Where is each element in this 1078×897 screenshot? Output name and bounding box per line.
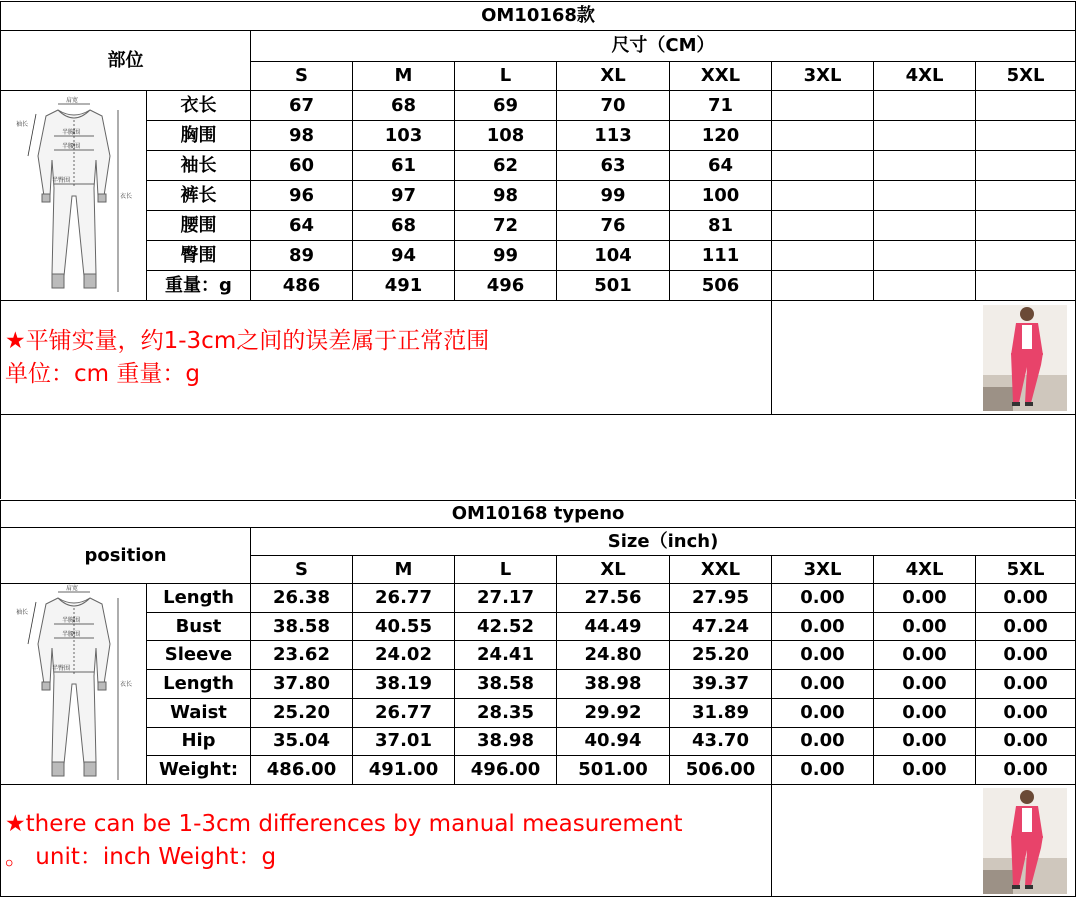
measurement-value: 24.80 (557, 641, 670, 670)
measurement-value: 26.38 (251, 584, 353, 613)
measurement-value: 68 (353, 211, 455, 241)
measurement-value: 89 (251, 241, 353, 271)
measurement-value: 113 (557, 121, 670, 151)
measurement-value: 43.70 (670, 727, 772, 756)
measurement-value: 104 (557, 241, 670, 271)
note-line-1-en: ★there can be 1-3cm differences by manual measurement (5, 810, 683, 837)
table-row (1, 181, 1076, 211)
size-label-l: L (455, 556, 557, 584)
measurement-value: 40.94 (557, 727, 670, 756)
measurement-value: 0.00 (772, 612, 874, 641)
table-row (1, 698, 1076, 727)
measurement-value: 26.77 (353, 698, 455, 727)
measurement-value: 108 (455, 121, 557, 151)
table-row (1, 641, 1076, 670)
size-label-5xl: 5XL (976, 62, 1076, 91)
measurement-value (874, 91, 976, 121)
product-photo-en (976, 785, 1076, 897)
measurement-value (772, 271, 874, 301)
measurement-value: 67 (251, 91, 353, 121)
measurement-value: 61 (353, 151, 455, 181)
measurement-value: 64 (670, 151, 772, 181)
measurement-value: 0.00 (976, 584, 1076, 613)
measurement-value: 62 (455, 151, 557, 181)
size-label-3xl: 3XL (772, 62, 874, 91)
measurement-value: 0.00 (772, 698, 874, 727)
measurement-value: 97 (353, 181, 455, 211)
measurement-value (976, 121, 1076, 151)
table-row (1, 211, 1076, 241)
measurement-value: 63 (557, 151, 670, 181)
measurement-value: 69 (455, 91, 557, 121)
measurement-value: 64 (251, 211, 353, 241)
svg-text:袖长: 袖长 (15, 609, 28, 616)
table-row (1, 584, 1076, 613)
measurement-value (874, 271, 976, 301)
size-label-s: S (251, 556, 353, 584)
measurement-value: 76 (557, 211, 670, 241)
measurement-value: 37.80 (251, 670, 353, 699)
measurement-value (772, 121, 874, 151)
measurement-value: 60 (251, 151, 353, 181)
svg-text:半胸围: 半胸围 (61, 128, 80, 136)
size-chart-cn (0, 1, 1076, 415)
table-row (1, 670, 1076, 699)
note-spacer (772, 301, 976, 415)
svg-text:半臀围: 半臀围 (51, 665, 70, 672)
table-row (1, 151, 1076, 181)
measurement-value: 25.20 (670, 641, 772, 670)
measurement-value (976, 271, 1076, 301)
measurement-value: 28.35 (455, 698, 557, 727)
section-gap (0, 415, 1076, 499)
table-row (1, 612, 1076, 641)
size-label-xxl: XXL (670, 556, 772, 584)
measurement-value: 27.56 (557, 584, 670, 613)
measurement-value (772, 151, 874, 181)
note-line-1: ★平铺实量，约1-3cm之间的误差属于正常范围 (5, 327, 490, 354)
measurement-value: 38.98 (455, 727, 557, 756)
measurement-value: 44.49 (557, 612, 670, 641)
measurement-value: 71 (670, 91, 772, 121)
measurement-label: Waist (147, 698, 251, 727)
measurement-value: 496 (455, 271, 557, 301)
table-row (1, 91, 1076, 121)
measurement-value (976, 181, 1076, 211)
measurement-value: 0.00 (976, 727, 1076, 756)
position-header-en: position (1, 528, 251, 584)
measurement-value: 40.55 (353, 612, 455, 641)
measurement-value: 25.20 (251, 698, 353, 727)
measurement-value (772, 181, 874, 211)
table-row (1, 727, 1076, 756)
size-label-m: M (353, 62, 455, 91)
measurement-value: 0.00 (976, 641, 1076, 670)
measurement-value (874, 121, 976, 151)
measurement-value: 72 (455, 211, 557, 241)
measurement-value: 24.02 (353, 641, 455, 670)
measurement-value: 0.00 (874, 670, 976, 699)
note-line-2-en: 。 unit：inch Weight：g (5, 843, 277, 870)
measurement-value (874, 211, 976, 241)
product-photo-image (983, 305, 1067, 411)
measurement-value: 0.00 (772, 641, 874, 670)
measurement-value: 24.41 (455, 641, 557, 670)
note-line-2: 单位：cm 重量：g (5, 360, 200, 387)
measurement-value: 38.98 (557, 670, 670, 699)
measurement-value: 120 (670, 121, 772, 151)
measurement-value: 0.00 (874, 612, 976, 641)
svg-text:肩宽: 肩宽 (65, 96, 78, 104)
measurement-value (874, 151, 976, 181)
measurement-label: 重量：g (147, 271, 251, 301)
measurement-value: 0.00 (874, 698, 976, 727)
measurement-value: 23.62 (251, 641, 353, 670)
measurement-value: 100 (670, 181, 772, 211)
measurement-value: 496.00 (455, 756, 557, 785)
svg-text:半臀围: 半臀围 (51, 176, 70, 184)
measurement-value: 486 (251, 271, 353, 301)
measurement-value: 98 (251, 121, 353, 151)
size-label-s: S (251, 62, 353, 91)
garment-diagram (1, 91, 147, 301)
measurement-value: 68 (353, 91, 455, 121)
measurement-value: 0.00 (976, 612, 1076, 641)
note-spacer-en (772, 785, 976, 897)
measurement-value: 81 (670, 211, 772, 241)
garment-diagram-image (14, 96, 134, 296)
measurement-label: Hip (147, 727, 251, 756)
garment-diagram-image (14, 584, 134, 784)
measurement-label: Bust (147, 612, 251, 641)
svg-text:衣长: 衣长 (119, 681, 132, 688)
size-label-xxl: XXL (670, 62, 772, 91)
measurement-value: 0.00 (874, 756, 976, 785)
measurement-value: 99 (455, 241, 557, 271)
svg-text:半胸围: 半胸围 (61, 617, 80, 624)
svg-text:半腰围: 半腰围 (61, 142, 80, 150)
measurement-value (874, 181, 976, 211)
measurement-value: 0.00 (874, 727, 976, 756)
measurement-value (772, 211, 874, 241)
measurement-value (976, 241, 1076, 271)
measurement-value: 491 (353, 271, 455, 301)
measurement-value: 29.92 (557, 698, 670, 727)
measurement-value: 70 (557, 91, 670, 121)
size-chart-en (0, 500, 1076, 897)
measurement-value: 501 (557, 271, 670, 301)
measurement-note (1, 301, 772, 415)
size-label-xl: XL (557, 62, 670, 91)
measurement-value: 38.58 (251, 612, 353, 641)
measurement-value (976, 211, 1076, 241)
svg-text:袖长: 袖长 (15, 120, 28, 128)
measurement-label: 袖长 (147, 151, 251, 181)
garment-diagram (1, 584, 147, 785)
measurement-value: 0.00 (874, 584, 976, 613)
table-row (1, 271, 1076, 301)
measurement-label: Weight: (147, 756, 251, 785)
measurement-value: 38.19 (353, 670, 455, 699)
size-label-l: L (455, 62, 557, 91)
measurement-value: 38.58 (455, 670, 557, 699)
size-label-4xl: 4XL (874, 556, 976, 584)
measurement-value (772, 241, 874, 271)
size-label-m: M (353, 556, 455, 584)
measurement-label: Length (147, 670, 251, 699)
measurement-value: 37.01 (353, 727, 455, 756)
measurement-value: 0.00 (772, 727, 874, 756)
measurement-value: 486.00 (251, 756, 353, 785)
measurement-value: 0.00 (976, 670, 1076, 699)
chart-title: OM10168款 (1, 2, 1076, 31)
measurement-label: 臀围 (147, 241, 251, 271)
measurement-value (874, 241, 976, 271)
svg-text:肩宽: 肩宽 (65, 585, 78, 592)
table-row (1, 756, 1076, 785)
size-label-5xl: 5XL (976, 556, 1076, 584)
size-header-en: Size（inch) (251, 528, 1076, 556)
measurement-value (976, 91, 1076, 121)
measurement-value: 27.17 (455, 584, 557, 613)
measurement-value: 98 (455, 181, 557, 211)
measurement-label: Sleeve (147, 641, 251, 670)
measurement-value (976, 151, 1076, 181)
measurement-value: 35.04 (251, 727, 353, 756)
measurement-value: 0.00 (772, 756, 874, 785)
measurement-value: 0.00 (976, 756, 1076, 785)
measurement-value: 99 (557, 181, 670, 211)
measurement-value: 0.00 (874, 641, 976, 670)
measurement-label: 胸围 (147, 121, 251, 151)
measurement-label: Length (147, 584, 251, 613)
measurement-label: 腰围 (147, 211, 251, 241)
product-photo (976, 301, 1076, 415)
chart-title-en: OM10168 typeno (1, 501, 1076, 528)
measurement-label: 衣长 (147, 91, 251, 121)
measurement-note-en (1, 785, 772, 897)
table-row (1, 241, 1076, 271)
measurement-value: 96 (251, 181, 353, 211)
size-header: 尺寸（CM） (251, 31, 1076, 62)
measurement-value: 47.24 (670, 612, 772, 641)
measurement-value: 103 (353, 121, 455, 151)
measurement-value: 0.00 (976, 698, 1076, 727)
size-label-3xl: 3XL (772, 556, 874, 584)
table-row (1, 121, 1076, 151)
measurement-value: 0.00 (772, 584, 874, 613)
measurement-value: 94 (353, 241, 455, 271)
size-label-4xl: 4XL (874, 62, 976, 91)
measurement-value: 27.95 (670, 584, 772, 613)
measurement-value: 506.00 (670, 756, 772, 785)
measurement-value (772, 91, 874, 121)
position-header: 部位 (1, 31, 251, 91)
measurement-value: 42.52 (455, 612, 557, 641)
measurement-value: 501.00 (557, 756, 670, 785)
measurement-value: 491.00 (353, 756, 455, 785)
svg-text:衣长: 衣长 (119, 192, 132, 200)
measurement-value: 26.77 (353, 584, 455, 613)
measurement-value: 506 (670, 271, 772, 301)
measurement-value: 111 (670, 241, 772, 271)
product-photo-image-en (983, 788, 1067, 894)
size-label-xl: XL (557, 556, 670, 584)
measurement-value: 0.00 (772, 670, 874, 699)
svg-text:半腰围: 半腰围 (61, 631, 80, 638)
measurement-label: 裤长 (147, 181, 251, 211)
measurement-value: 31.89 (670, 698, 772, 727)
measurement-value: 39.37 (670, 670, 772, 699)
